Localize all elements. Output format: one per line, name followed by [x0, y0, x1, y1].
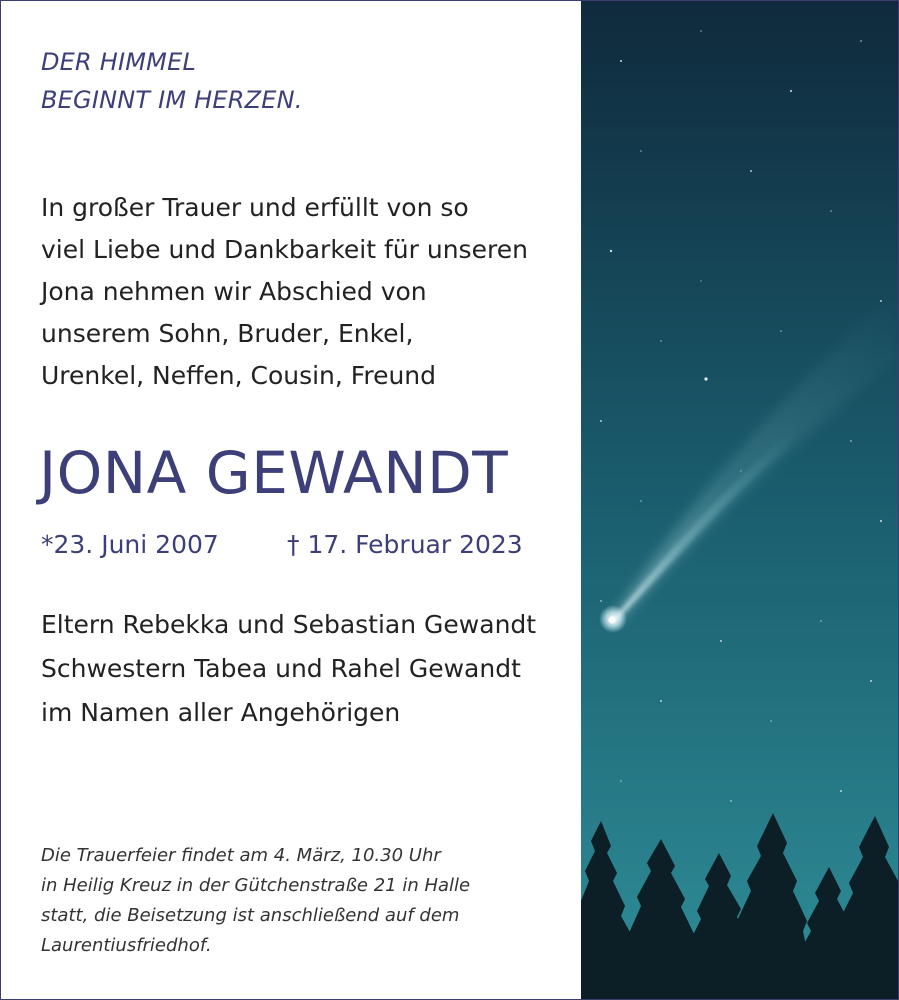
motto: [41, 43, 303, 119]
intro-line: unserem Sohn, Bruder, Enkel,: [41, 319, 414, 348]
service-line: Die Trauerfeier findet am 4. März, 10.30 Uhr: [41, 845, 441, 866]
service-line: in Heilig Kreuz in der Gütchenstraße 21 in Halle: [41, 875, 471, 896]
intro-line: Urenkel, Neffen, Cousin, Freund: [41, 361, 437, 390]
intro-line: Jona nehmen wir Abschied von: [41, 277, 427, 306]
motto-line: BEGINNT IM HERZEN.: [41, 86, 303, 114]
intro-line: In großer Trauer und erfüllt von so: [41, 193, 469, 222]
life-dates: [41, 525, 561, 565]
death-date: † 17. Februar 2023: [287, 530, 523, 559]
family-line: Eltern Rebekka und Sebastian Gewandt: [41, 610, 537, 639]
family-line: Schwestern Tabea und Rahel Gewandt: [41, 654, 521, 683]
family-signature: [41, 603, 536, 735]
motto-line: DER HIMMEL: [41, 48, 197, 76]
text-column: [1, 1, 581, 999]
service-line: statt, die Beisetzung ist anschließend auf dem: [41, 905, 460, 926]
comet-illustration: [581, 1, 898, 999]
service-line: Laurentiusfriedhof.: [41, 935, 212, 956]
night-sky-comet-image: [581, 1, 898, 999]
birth-date: *23. Juni 2007: [41, 530, 219, 559]
service-info: [41, 841, 470, 961]
family-line: im Namen aller Angehörigen: [41, 698, 401, 727]
intro-text: [41, 187, 528, 397]
deceased-name: JONA GEWANDT: [39, 439, 509, 507]
sky-background: [581, 1, 898, 999]
intro-line: viel Liebe und Dankbarkeit für unseren: [41, 235, 528, 264]
